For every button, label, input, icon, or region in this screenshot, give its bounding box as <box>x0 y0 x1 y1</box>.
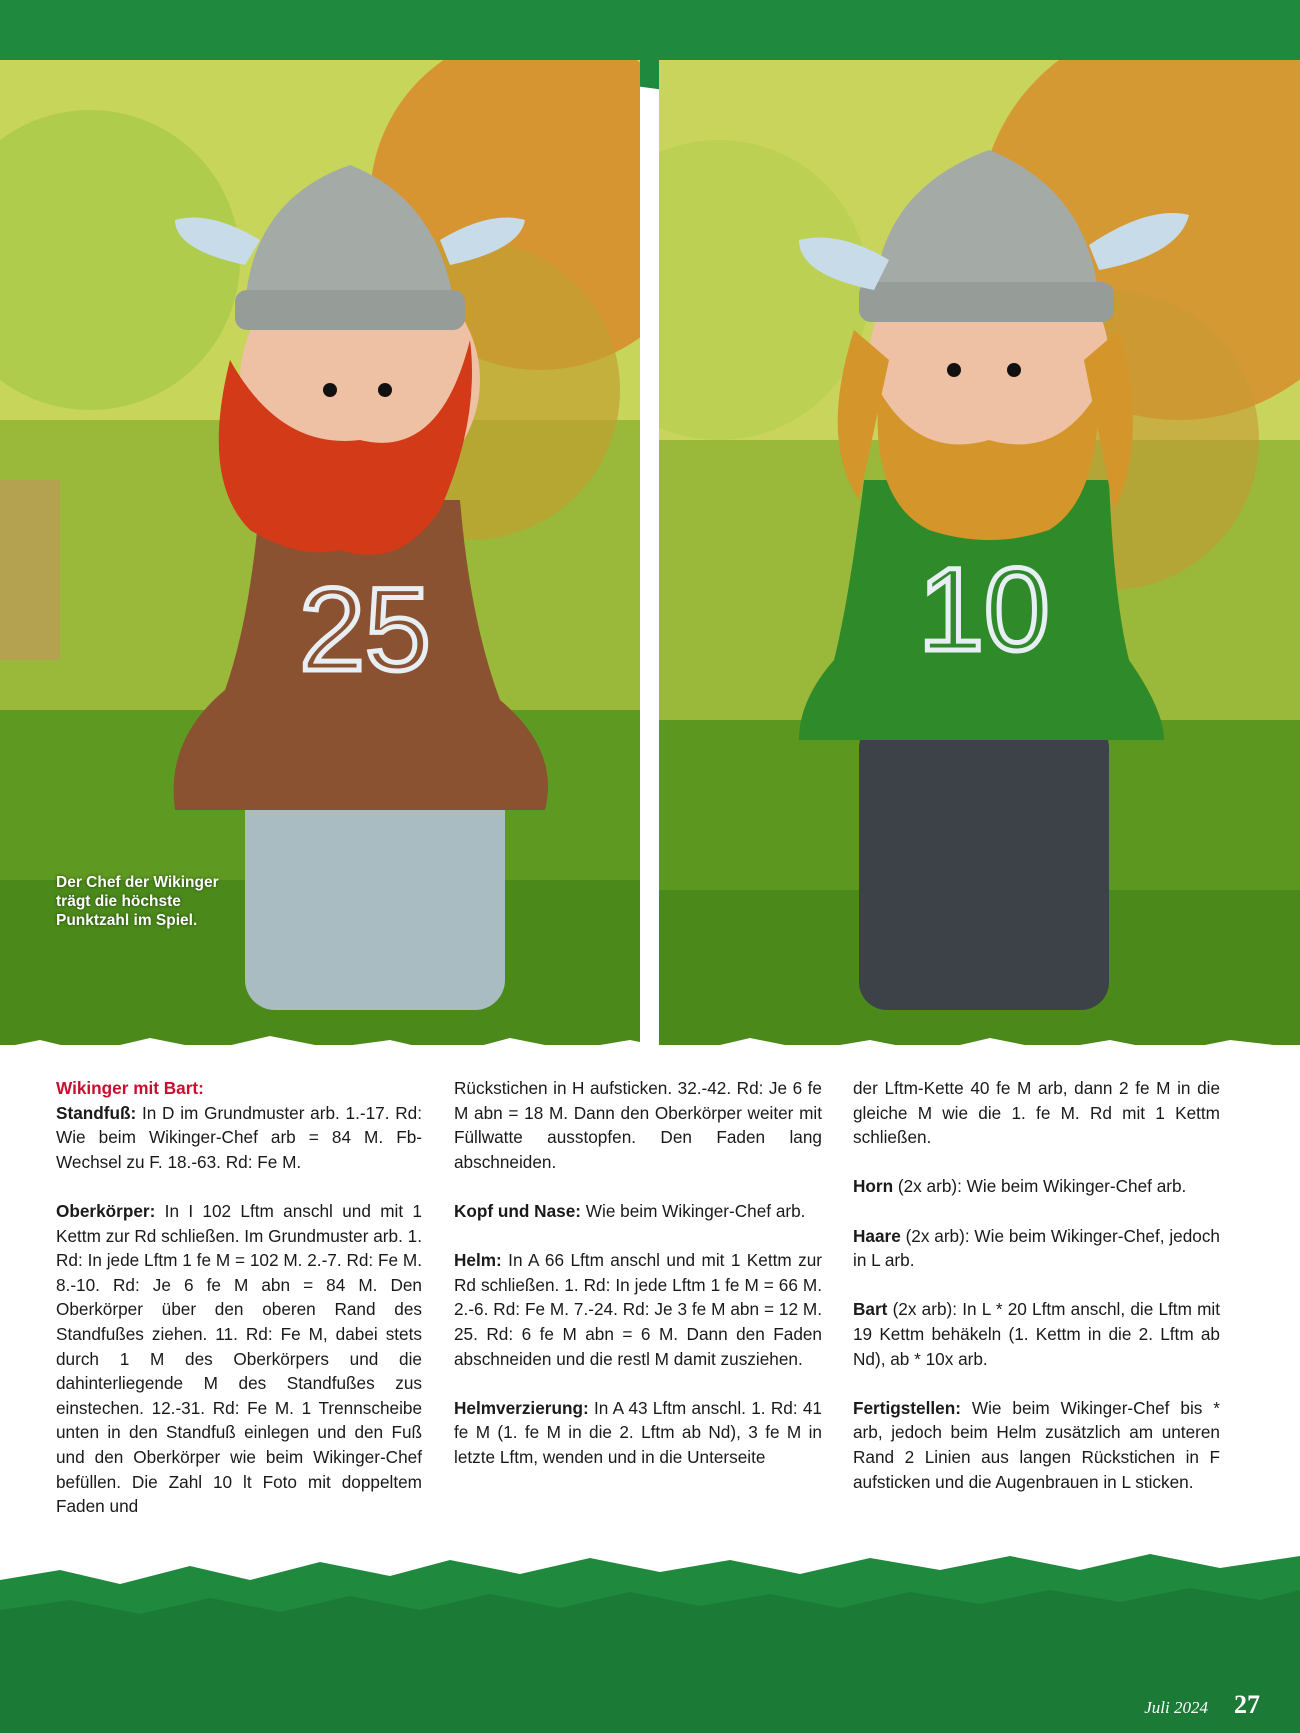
section-label: Standfuß: <box>56 1102 137 1123</box>
article-column-2 <box>454 1076 822 1494</box>
page-number: 27 <box>1234 1690 1260 1719</box>
section-text: In A 66 Lftm anschl und mit 1 Kettm zur Rd schließen. 1. Rd: In jede Lftm 1 fe M = 66 M. 2.-6. Rd: Fe M. 7.-24. Rd: Je 3 fe M abn = 12 M. 25. Rd: 6 fe M abn = 6 M. Dann den Faden abschneiden und die restl M damit zusziehen. <box>454 1250 822 1369</box>
issue-date: Juli 2024 <box>1144 1698 1208 1717</box>
section-text: der Lftm-Kette 40 fe M arb, dann 2 fe M in die gleiche M wie die 1. fe M. Rd mit 1 Kettm schließen. <box>853 1078 1220 1148</box>
page-footer <box>1144 1690 1260 1720</box>
jersey-number: 25 <box>299 564 431 696</box>
torn-paper-edge <box>0 1010 1300 1070</box>
photo-caption: Der Chef der Wikinger trägt die höchste Punktzahl im Spiel. <box>56 874 219 929</box>
section-label: Horn <box>853 1176 894 1197</box>
bottom-decorative-band <box>0 1540 1300 1733</box>
section-text: Wie beim Wikinger-Chef arb. <box>581 1200 806 1221</box>
section-label: Kopf und Nase: <box>454 1200 581 1221</box>
section-label: Fertigstellen: <box>853 1397 961 1418</box>
article-column-3 <box>853 1076 1220 1519</box>
jersey-number: 10 <box>918 544 1050 676</box>
section-text: (2x arb): Wie beim Wikinger-Chef, jedoch in L arb. <box>853 1225 1220 1271</box>
section-text: In A 43 Lftm anschl. 1. Rd: 41 fe M (1. fe M in die 2. Lftm ab Nd), 3 fe M in letzte Lftm, wenden und in die Unterseite <box>454 1397 822 1467</box>
section-text: (2x arb): Wie beim Wikinger-Chef arb. <box>893 1176 1187 1197</box>
article-column-1 <box>56 1076 422 1543</box>
photo-viking-beard <box>659 60 1300 1045</box>
section-text: In D im Grundmuster arb. 1.-17. Rd: Wie beim Wikinger-Chef arb = 84 M. Fb-Wechsel zu F. 18.-63. Rd: Fe M. <box>56 1102 422 1172</box>
section-label: Helmverzierung: <box>454 1397 589 1418</box>
section-text: Rückstichen in H aufsticken. 32.-42. Rd: Je 6 fe M abn = 18 M. Dann den Oberkörper weiter mit Füllwatte ausstopfen. Den Faden lang abschneiden. <box>454 1078 822 1172</box>
section-text: (2x arb): In L * 20 Lftm anschl, die Lftm mit 19 Kettm behäkeln (1. Kettm in die 2. Lftm ab Nd), ab * 10x arb. <box>853 1299 1220 1369</box>
section-label: Helm: <box>454 1250 502 1271</box>
section-label: Bart <box>853 1299 888 1320</box>
section-label: Oberkörper: <box>56 1200 156 1221</box>
section-label: Haare <box>853 1225 901 1246</box>
article-title: Wikinger mit Bart: <box>56 1078 204 1098</box>
section-text: In I 102 Lftm anschl und mit 1 Kettm zur Rd schließen. Im Grundmuster arb. 1. Rd: In jede Lftm 1 fe M = 102 M. 2.-7. Rd: Fe M. 8.-10. Rd: Je 6 fe M abn = 84 M. Den Oberkörper über den oberen Rand des Standfußes ziehen. 11. Rd: Fe M, dabei stets durch 1 M des Oberkörpers und die dahinterliegende M des Standfußes zus einstechen. 12.-31. Rd: Fe M. 1 Trennscheibe unten in den Standfuß einlegen und den Fuß und den Oberkörper wie beim Wikinger-Chef befüllen. Die Zahl 10 lt Foto mit doppeltem Faden und <box>56 1200 422 1517</box>
section-text: Wie beim Wikinger-Chef bis * arb, jedoch beim Helm zusätzlich am unteren Rand 2 Linien aus langen Rückstichen in F aufsticken und die Augenbrauen in L sticken. <box>853 1397 1220 1492</box>
